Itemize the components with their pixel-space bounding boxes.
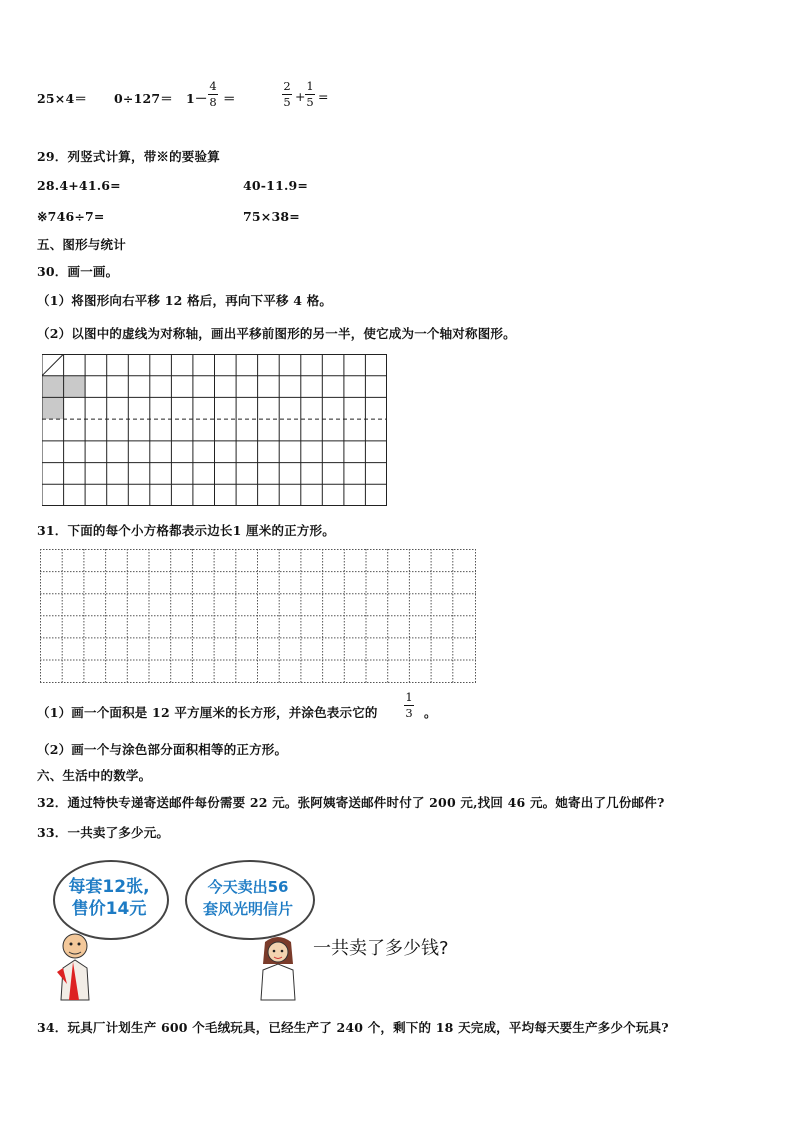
q28-item4-suffix: = [318, 89, 329, 104]
q33-title: 33．一共卖了多少元。 [37, 825, 170, 840]
q29-title: 29．列竖式计算，带※的要验算 [37, 149, 220, 164]
q31-dotted-grid[interactable] [40, 549, 476, 683]
q30-grid[interactable] [42, 354, 387, 506]
q30-part1: （1）将图形向右平移 12 格后，再向下平移 4 格。 [37, 293, 333, 308]
q28-item3-suffix: ＝ [223, 91, 236, 106]
shaded-cell [64, 376, 86, 398]
shaded-cell [42, 376, 64, 398]
bubble-right-line1: 今天卖出56 [207, 878, 289, 896]
q32: 32．通过特快专递寄送邮件每份需要 22 元。张阿姨寄送邮件时付了 200 元,找回 46 元。她寄出了几份邮件? [37, 795, 665, 810]
q31-part1-suffix: 。 [424, 705, 437, 720]
fraction-numerator: 1 [405, 690, 413, 704]
fraction-denominator: 5 [283, 95, 291, 109]
woman-character-icon [253, 934, 303, 1002]
q28-item2: 0÷127＝ [114, 91, 173, 106]
fraction-numerator: 1 [306, 79, 314, 93]
q28-item1: 25×4＝ [37, 91, 88, 106]
q31-part1: （1）画一个面积是 12 平方厘米的长方形，并涂色表示它的 [37, 705, 378, 720]
q30-grid-svg [42, 354, 387, 506]
bubble-right-line2: 套风光明信片 [202, 900, 293, 918]
man-character-icon [49, 928, 105, 1002]
q30-title: 30．画一画。 [37, 264, 119, 279]
q29-c: ※746÷7= [37, 209, 105, 224]
q28-item3-prefix: 1－ [186, 91, 208, 106]
q31-fraction [404, 691, 414, 720]
q28-item4-plus: + [295, 89, 306, 104]
fraction-denominator: 3 [405, 706, 413, 720]
fraction-denominator: 8 [209, 95, 217, 109]
q33-question-text: 一共卖了多少钱? [313, 938, 449, 959]
q31-part2: （2）画一个与涂色部分面积相等的正方形。 [37, 742, 288, 757]
bubble-left-line2: 售价14元 [71, 899, 147, 919]
bubble-left-text [57, 876, 161, 920]
fraction-numerator: 2 [283, 79, 291, 93]
bubble-right-text [189, 876, 307, 920]
q33-illustration [45, 858, 465, 1003]
q30-part2: （2）以图中的虚线为对称轴，画出平移前图形的另一半，使它成为一个轴对称图形。 [37, 326, 516, 341]
q29-a: 28.4+41.6= [37, 178, 121, 193]
q28-item4-fraction2 [305, 80, 315, 109]
q29-d: 75×38= [243, 209, 300, 224]
bubble-left-line1: 每套12张, [68, 877, 150, 897]
q34: 34．玩具厂计划生产 600 个毛绒玩具，已经生产了 240 个，剩下的 18 天完成，平均每天要生产多少个玩具? [37, 1020, 669, 1035]
shaded-cell [42, 397, 64, 419]
q29-b: 40-11.9= [243, 178, 309, 193]
fraction-denominator: 5 [306, 95, 314, 109]
section-5-heading: 五、图形与统计 [37, 237, 126, 252]
q28-item3-fraction [208, 80, 218, 109]
q28-item4-fraction1 [282, 80, 292, 109]
section-6-heading: 六、生活中的数学。 [37, 768, 152, 783]
fraction-numerator: 4 [209, 79, 217, 93]
q31-grid-svg [40, 549, 476, 683]
q31-title: 31．下面的每个小方格都表示边长1 厘米的正方形。 [37, 523, 335, 538]
